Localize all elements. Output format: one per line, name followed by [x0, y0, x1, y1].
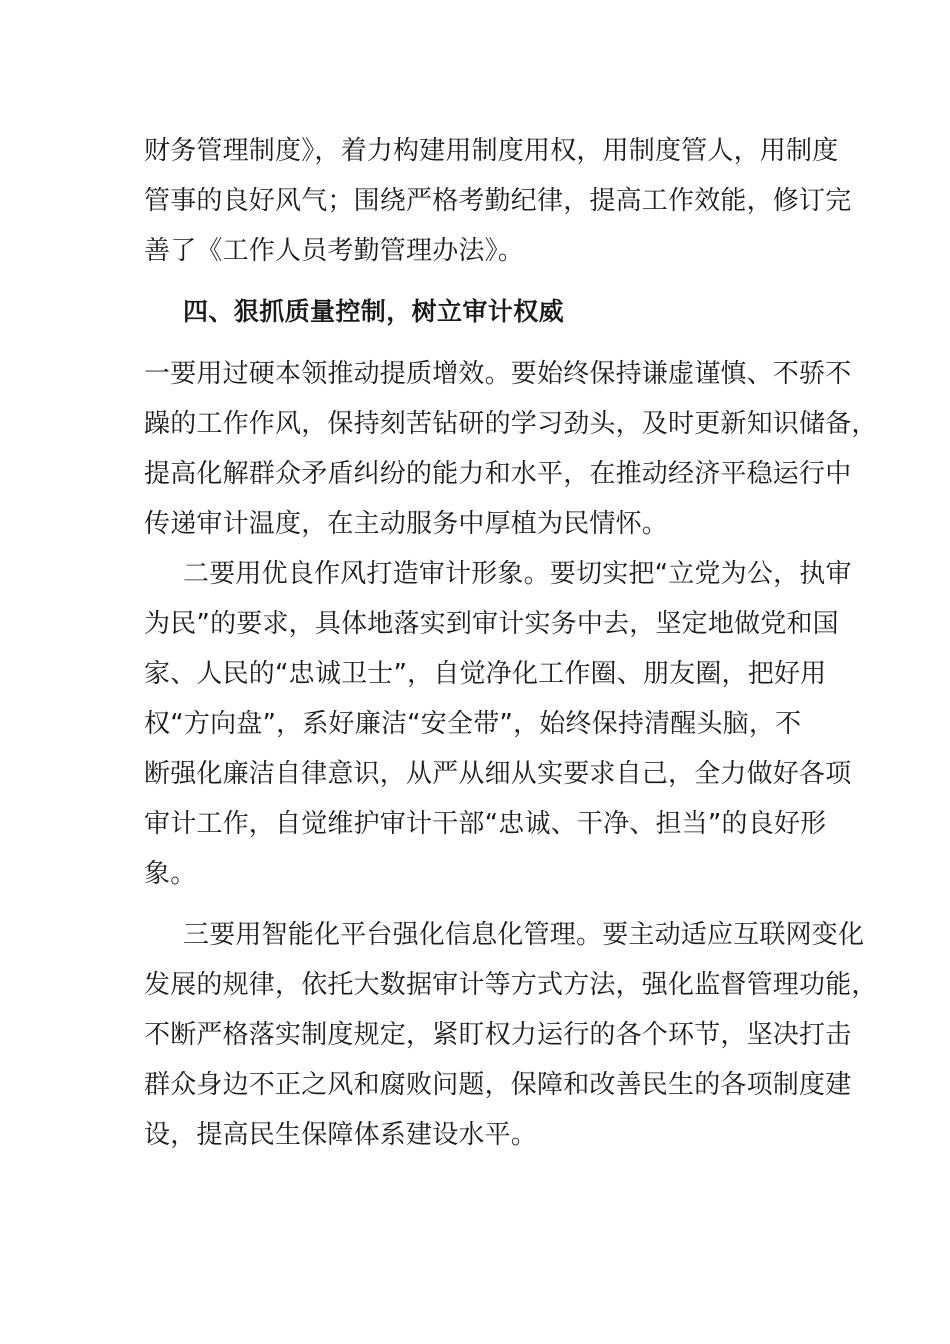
paragraph-line: 权“方向盘”，系好廉洁“安全带”，始终保持清醒头脑，不 [144, 709, 802, 739]
paragraph-line: 审计工作，自觉维护审计干部“忠诚、干净、担当”的良好形 [144, 809, 827, 839]
paragraph-line: 为民”的要求，具体地落实到审计实务中去，坚定地做党和国 [144, 609, 839, 639]
paragraph-line: 象。 [144, 859, 197, 889]
paragraph-line: 二要用优良作风打造审计形象。要切实把“立党为公，执审 [183, 559, 852, 589]
paragraph-line: 群众身边不正之风和腐败问题，保障和改善民生的各项制度建 [144, 1070, 852, 1100]
paragraph-line: 传递审计温度，在主动服务中厚植为民情怀。 [144, 509, 669, 539]
paragraph-line: 善了《工作人员考勤管理办法》。 [144, 236, 525, 266]
paragraph-line: 发展的规律，依托大数据审计等方式方法，强化监督管理功能， [144, 970, 878, 1000]
paragraph-line: 管事的良好风气；围绕严格考勤纪律，提高工作效能，修订完 [144, 186, 852, 216]
paragraph-line: 设，提高民生保障体系建设水平。 [144, 1120, 538, 1150]
paragraph-line: 家、人民的“忠诚卫士”，自觉净化工作圈、朋友圈，把好用 [144, 659, 827, 689]
paragraph-line: 躁的工作作风，保持刻苦钻研的学习劲头，及时更新知识储备， [144, 409, 878, 439]
paragraph-line: 三要用智能化平台强化信息化管理。要主动适应互联网变化 [183, 920, 865, 950]
paragraph-line: 断强化廉洁自律意识，从严从细从实要求自己，全力做好各项 [144, 759, 852, 789]
paragraph-line: 财务管理制度》，着力构建用制度用权，用制度管人，用制度 [144, 136, 839, 166]
paragraph-line: 提高化解群众矛盾纠纷的能力和水平，在推动经济平稳运行中 [144, 459, 852, 489]
paragraph-line: 一要用过硬本领推动提质增效。要始终保持谦虚谨慎、不骄不 [144, 359, 852, 389]
paragraph-line: 不断严格落实制度规定，紧盯权力运行的各个环节，坚决打击 [144, 1020, 852, 1050]
section-heading: 四、狠抓质量控制，树立审计权威 [183, 297, 565, 326]
